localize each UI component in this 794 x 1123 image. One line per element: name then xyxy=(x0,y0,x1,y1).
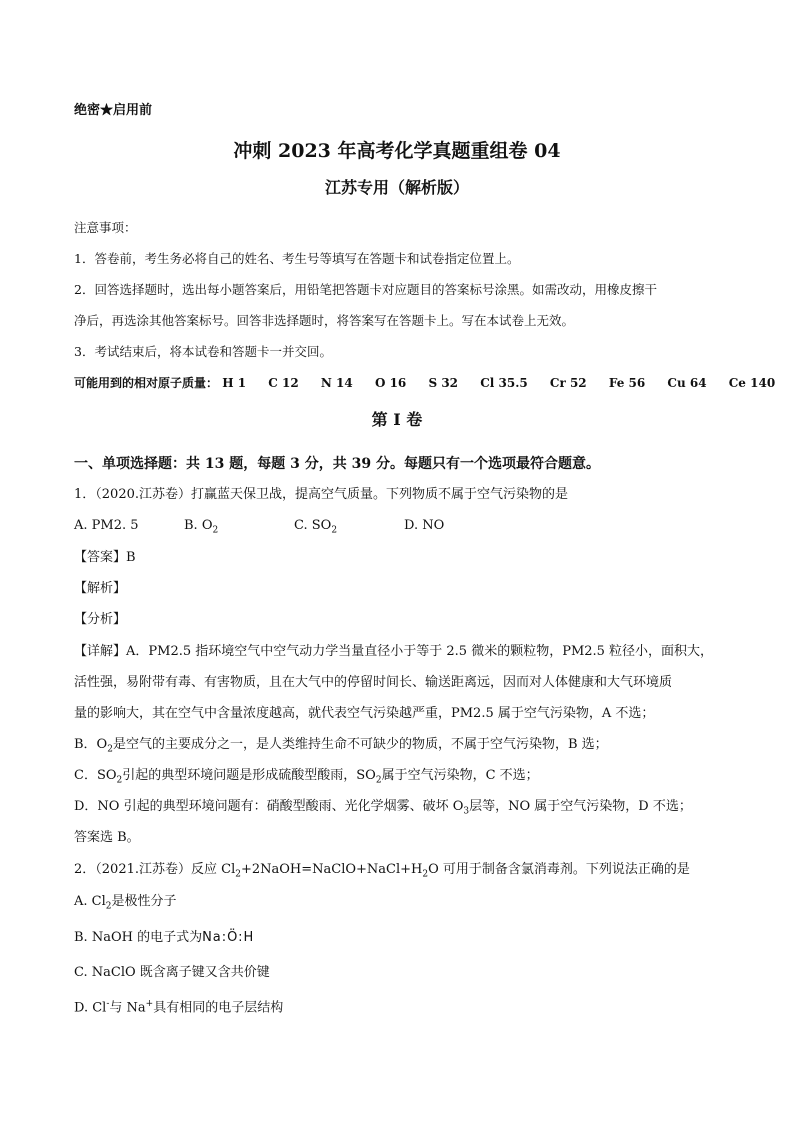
q1-option-b: B. $O_2$ xyxy=(184,518,219,536)
page-subtitle: 江苏专用（解析版） xyxy=(324,178,469,197)
atom-fe: Fe 56 xyxy=(608,376,646,390)
atom-ce: Ce 140 xyxy=(728,376,776,390)
notice-heading: 注意事项： xyxy=(74,220,137,235)
atom-cl: Cl 35.5 xyxy=(480,376,528,390)
page-title: 冲刺 2023 年高考化学真题重组卷 04 xyxy=(233,140,561,162)
q1-option-c: C. $SO_2$ xyxy=(294,518,338,536)
atom-s: S 32 xyxy=(428,376,459,390)
q2-option-d: D. Cl-与 Na+具有相同的电子层结构 xyxy=(74,999,284,1016)
q1-fenxi-label: 【分析】 xyxy=(74,612,127,627)
question-2-stem: 2．（2021.江苏卷）反应 $Cl_2+2NaOH=NaClO+NaCl+H_2O$ 可用于制备含氯消毒剂。下列说法正确的是 xyxy=(74,862,690,880)
atom-c: C 12 xyxy=(268,376,299,390)
naoh-electron-formula: Na:Ö:H xyxy=(202,930,255,945)
q2-option-a: A. $Cl_2$是极性分子 xyxy=(74,894,177,912)
question-1-stem: 1．（2020.江苏卷）打赢蓝天保卫战，提高空气质量。下列物质不属于空气污染物的是 xyxy=(74,487,568,502)
q1-detail-c: C．$SO_2$引起的典型环境问题是形成硫酸型酸雨，$SO_2$属于空气污染物，C 不选； xyxy=(74,768,539,786)
q1-detail-line-3: 量的影响大，其在空气中含量浓度越高，就代表空气污染越严重，PM2.5 属于空气污染物，A 不选； xyxy=(74,706,655,721)
q1-option-a: A. PM2. 5 xyxy=(74,518,139,533)
part-title: 第 I 卷 xyxy=(371,410,423,429)
question-1-options xyxy=(74,517,514,540)
notice-item-2: 2．回答选择题时，选出每小题答案后，用铅笔把答题卡对应题目的答案标号涂黑。如需改动，用橡皮擦干 xyxy=(74,282,657,297)
atom-cr: Cr 52 xyxy=(549,376,587,390)
q1-detail-b: B．$O_2$是空气的主要成分之一，是人类维持生命不可缺少的物质，不属于空气污染物，B 选； xyxy=(74,737,608,755)
atomic-mass-line xyxy=(74,374,793,392)
notice-item-3: 3．考试结束后，将本试卷和答题卡一并交回。 xyxy=(74,344,332,359)
q1-detail-line-1: 【详解】A．PM2.5 指环境空气中空气动力学当量直径小于等于 2.5 微米的颗粒物，PM2.5 粒径小，面积大， xyxy=(74,644,714,659)
q1-detail-d: D．NO 引起的典型环境问题有：硝酸型酸雨、光化学烟雾、破坏 $O_3$层等，NO 属于空气污染物，D 不选； xyxy=(74,799,692,817)
atomic-mass-label: 可能用到的相对原子质量： xyxy=(74,376,219,390)
atom-h: H 1 xyxy=(222,376,247,390)
q1-conclusion: 答案选 B。 xyxy=(74,830,140,845)
q1-answer: 【答案】B xyxy=(74,550,136,565)
q1-detail-line-2: 活性强，易附带有毒、有害物质，且在大气中的停留时间长、输送距离远，因而对人体健康和大气环境质 xyxy=(74,675,673,690)
notice-item-1: 1．答卷前，考生务必将自己的姓名、考生号等填写在答题卡和试卷指定位置上。 xyxy=(74,251,520,266)
atom-n: N 14 xyxy=(320,376,353,390)
atom-o: O 16 xyxy=(374,376,407,390)
atom-cu: Cu 64 xyxy=(667,376,707,390)
confidential-label: 绝密★启用前 xyxy=(74,103,153,118)
q1-option-d: D. NO xyxy=(404,518,445,533)
notice-item-2-cont: 净后，再选涂其他答案标号。回答非选择题时，将答案写在答题卡上。写在本试卷上无效。 xyxy=(74,313,575,328)
q2-option-b: B. NaOH 的电子式为Na:Ö:H xyxy=(74,930,255,945)
section-title: 一、单项选择题：共 13 题，每题 3 分，共 39 分。每题只有一个选项最符合题意。 xyxy=(74,456,600,472)
q2-option-c: C. NaClO 既含离子键又含共价键 xyxy=(74,965,270,980)
q1-analysis-label: 【解析】 xyxy=(74,581,127,596)
